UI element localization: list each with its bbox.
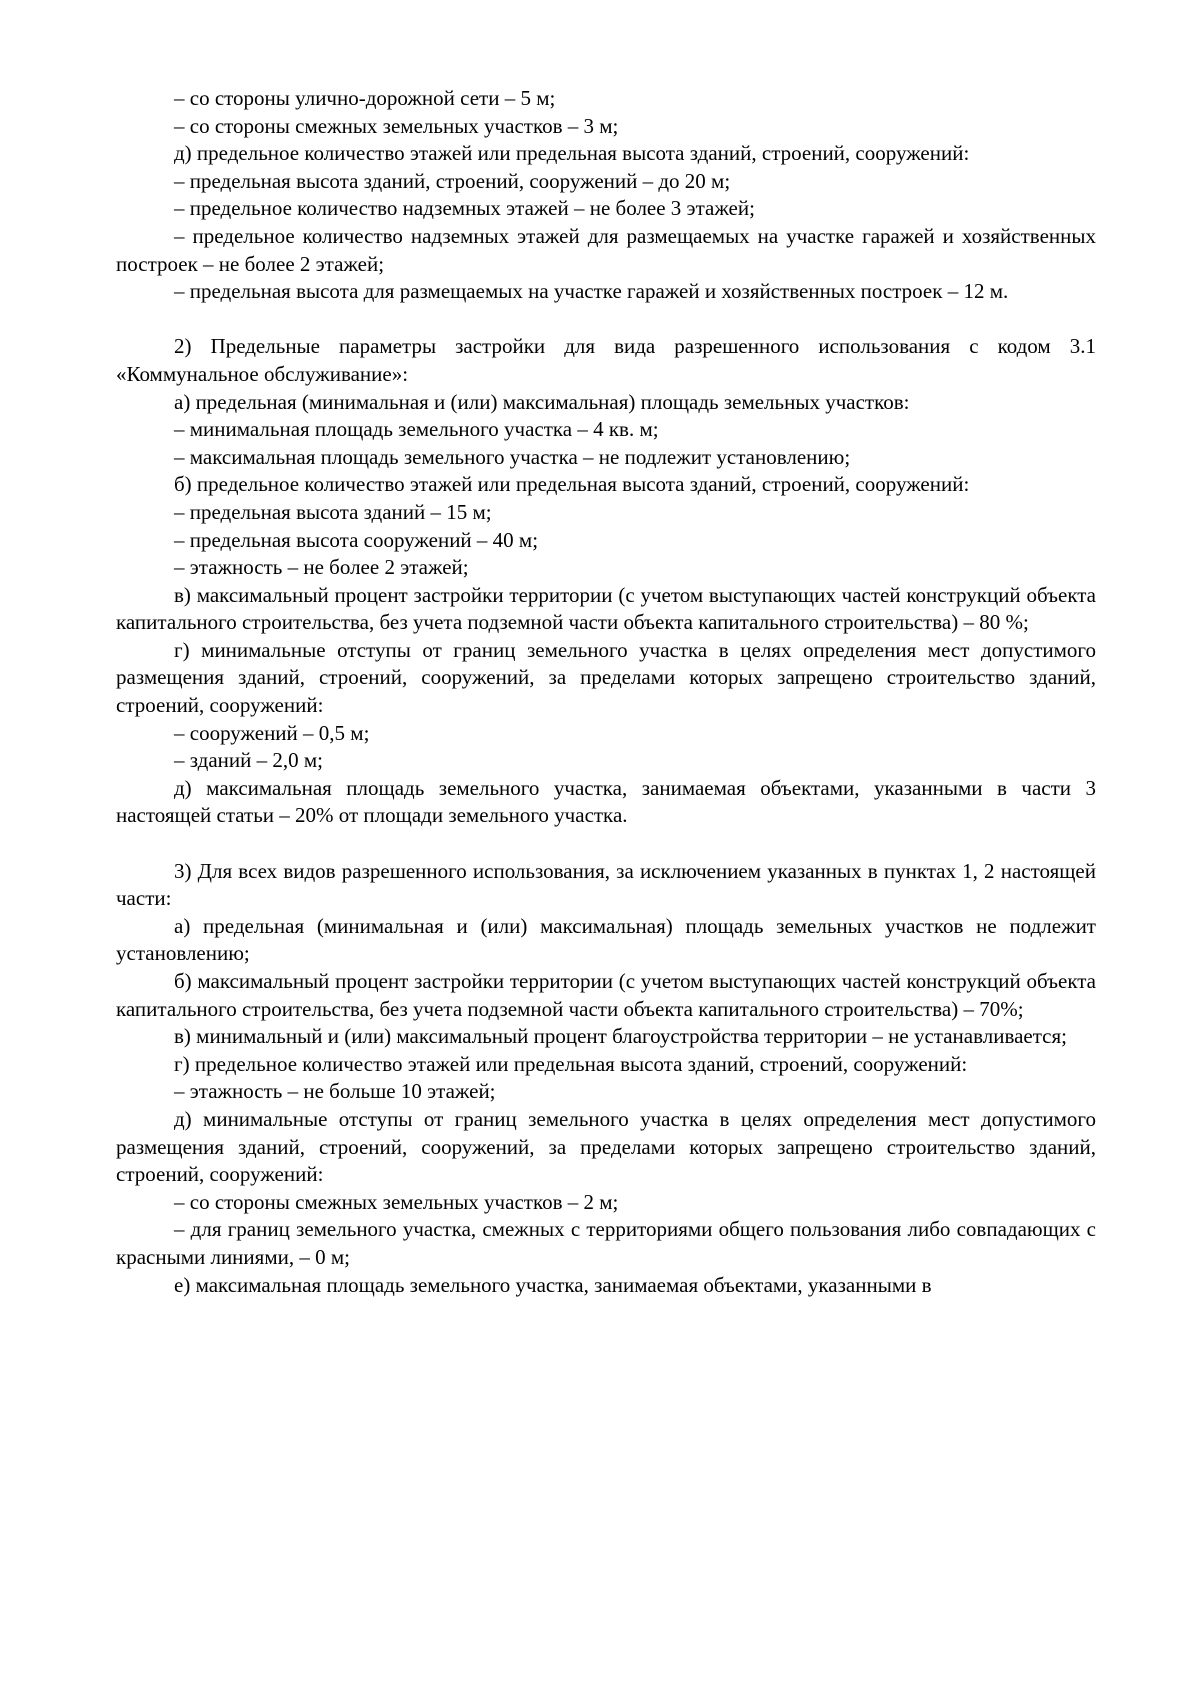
bullet-paragraph: – со стороны смежных земельных участков – 3 м;: [174, 113, 619, 138]
bullet-paragraph: – максимальная площадь земельного участка – не подлежит установлению;: [174, 444, 851, 469]
subclause-paragraph: в) максимальный процент застройки территории (с учетом выступающих частей конструкций объекта капитального строительства, без учета подземной части объекта капитального строительства) – 80 %;: [116, 582, 1096, 635]
bullet-paragraph: – предельная высота зданий – 15 м;: [174, 499, 492, 524]
document-body: [116, 85, 1096, 1299]
subclause-paragraph: д) максимальная площадь земельного участка, занимаемая объектами, указанными в части 3 настоящей статьи – 20% от площади земельного участка.: [116, 775, 1096, 828]
bullet-paragraph: – минимальная площадь земельного участка – 4 кв. м;: [174, 417, 659, 442]
subclause-paragraph: д) минимальные отступы от границ земельного участка в целях определения мест допустимого размещения зданий, строений, сооружений, за пределами которых запрещено строительство зданий, строений, сооружений:: [116, 1106, 1096, 1187]
subclause-paragraph: а) предельная (минимальная и (или) максимальная) площадь земельных участков:: [174, 389, 910, 414]
section-heading-paragraph: 3) Для всех видов разрешенного использования, за исключением указанных в пунктах 1, 2 настоящей части:: [116, 858, 1096, 911]
bullet-paragraph: – предельная высота сооружений – 40 м;: [174, 527, 539, 552]
subclause-paragraph: в) минимальный и (или) максимальный процент благоустройства территории – не устанавливается;: [174, 1024, 1067, 1049]
bullet-paragraph: – предельная высота для размещаемых на участке гаражей и хозяйственных построек – 12 м.: [174, 279, 1009, 304]
bullet-paragraph: – со стороны улично-дорожной сети – 5 м;: [174, 86, 556, 110]
bullet-paragraph: – предельная высота зданий, строений, сооружений – до 20 м;: [174, 168, 731, 193]
paragraph-spacer: [116, 830, 1096, 858]
subclause-paragraph: а) предельная (минимальная и (или) максимальная) площадь земельных участков не подлежит установлению;: [116, 913, 1096, 966]
subclause-paragraph: д) предельное количество этажей или предельная высота зданий, строений, сооружений:: [174, 141, 970, 166]
bullet-paragraph: – этажность – не более 2 этажей;: [174, 555, 469, 580]
bullet-paragraph: – этажность – не больше 10 этажей;: [174, 1079, 496, 1104]
paragraph-spacer: [116, 306, 1096, 334]
subclause-paragraph: б) предельное количество этажей или предельная высота зданий, строений, сооружений:: [174, 472, 970, 497]
subclause-paragraph: г) предельное количество этажей или предельная высота зданий, строений, сооружений:: [174, 1051, 968, 1076]
bullet-paragraph: – для границ земельного участка, смежных с территориями общего пользования либо совпадающих с красными линиями, – 0 м;: [116, 1217, 1096, 1269]
bullet-paragraph: – предельное количество надземных этажей – не более 3 этажей;: [174, 196, 755, 221]
bullet-paragraph: – зданий – 2,0 м;: [174, 748, 324, 773]
subclause-paragraph: б) максимальный процент застройки территории (с учетом выступающих частей конструкций объекта капитального строительства, без учета подземной части объекта капитального строительства) – 70%;: [116, 969, 1096, 1021]
bullet-paragraph: – со стороны смежных земельных участков – 2 м;: [174, 1189, 619, 1214]
bullet-paragraph: – сооружений – 0,5 м;: [174, 720, 370, 745]
section-heading-paragraph: 2) Предельные параметры застройки для вида разрешенного использования с кодом 3.1 «Коммунальное обслуживание»:: [116, 334, 1096, 386]
bullet-paragraph: – предельное количество надземных этажей для размещаемых на участке гаражей и хозяйственных построек – не более 2 этажей;: [116, 223, 1096, 276]
subclause-paragraph: г) минимальные отступы от границ земельного участка в целях определения мест допустимого размещения зданий, строений, сооружений, за пределами которых запрещено строительство зданий, строений, сооружений:: [116, 637, 1096, 718]
subclause-paragraph: е) максимальная площадь земельного участка, занимаемая объектами, указанными в: [174, 1272, 932, 1297]
